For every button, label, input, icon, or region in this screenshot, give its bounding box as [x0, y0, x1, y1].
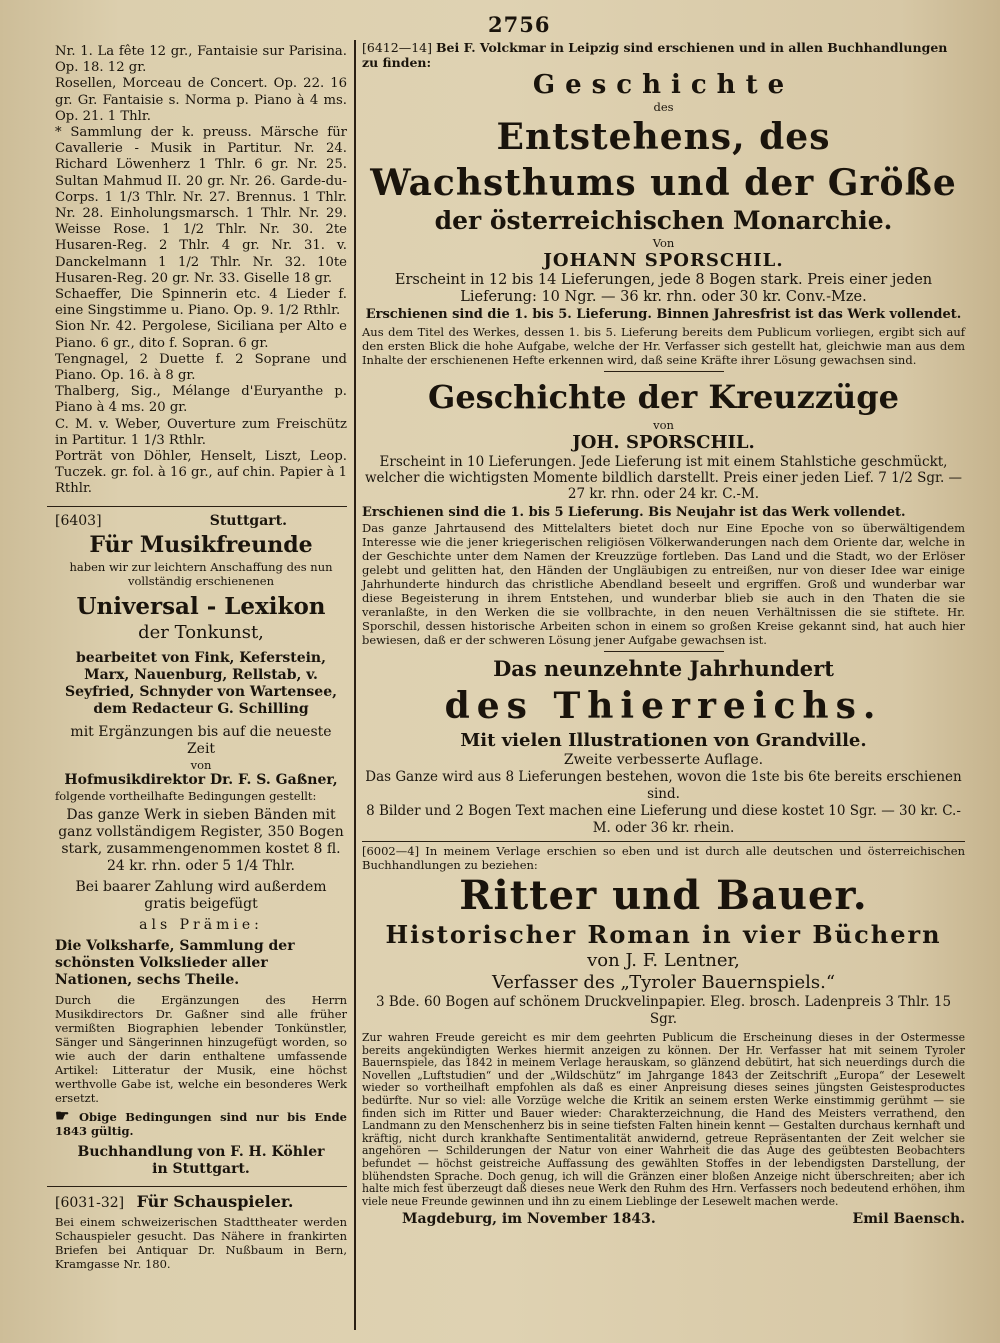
- illustrations: Mit vielen Illustrationen von Grandville.: [460, 730, 867, 751]
- book-title-1: Das neunzehnte Jahrhundert: [493, 656, 834, 681]
- volksharfe: Die Volksharfe, Sammlung der schönsten Volkslieder aller Nationen, sechs Theile.: [55, 937, 295, 988]
- ad-body: Zur wahren Freude gereicht es mir dem geehrten Publicum die Erscheinung dieses in der Ostermesse bereits angekündigten Werkes hiermit anzeigen zu können. Der Hr. Verfasser hat mit seinem Tyroler Bauernspiele, das 1842 in meinem Verlage herauskam, so glänzend debütirt, hat sich neuerdings durch die Novellen „Luftstudien“ und der „Wildschütz“ im Jahrgange 1843 der Zeitschrift „Europa“ der Lesewelt wieder so vortheilhaft empfohlen als daß es einer Anpreisung dieses seines jüngsten Geistesproductes bedürfte. Nur so viel: alle Vorzüge welche die Kritik an seinem ersten Werke einstimmig gerühmt — sie finden sich im Ritter und Bauer wieder: Charakterzeichnung, die Hand des Meisters verrathend, den Landmann zu den Menschenherz bis in seine tiefsten Falten hinein kennt — Gestalten durchaus kernhaft und kräftig, nicht durch krankhafte Sentimentalität anwidernd, getreue Repräsentanten der Zeit welcher sie angehören — Schilderungen der Natur von einer Wahrheit die das Auge des geübtesten Beobachters befundet — höchst geistreiche Auffassung des gewählten Stoffes in der lebendigsten Darstellung, der blühendsten Sprache. Doch genug, ich will die Gränzen einer bloßen Anzeige nicht überschreiten; aber ich halte mich fest überzeugt daß dieses neue Werk den Ruhm des Hrn. Verfassers noch bedeutend erhöhen, ihm viele neue Freunde gewinnen und ihn zu einem Lieblinge der Lesewelt machen werde.: [362, 1031, 965, 1208]
- book-title-3: der österreichischen Monarchie.: [434, 206, 893, 235]
- author: JOH. SPORSCHIL.: [572, 432, 755, 453]
- book-title-1: Geschichte: [532, 70, 795, 100]
- ad-header: [55, 513, 347, 530]
- right-column: [362, 40, 965, 1228]
- status: Erschienen sind die 1. bis 5 Lieferung. Bis Neujahr ist das Werk vollendet.: [362, 505, 906, 520]
- divider: [604, 651, 724, 652]
- price: 3 Bde. 60 Bogen auf schönem Druckvelinpapier. Eleg. brosch. Ladenpreis 3 Thlr. 15 Sgr.: [375, 994, 952, 1027]
- ad-header: [55, 1193, 347, 1212]
- ad-body: Das ganze Jahrtausend des Mittelalters bietet doch nur Eine Epoche von so überwältigendem Interesse wie die jener kriegerischen religiösen Völkerwanderungen nach dem Oriente dar, welche in der Geschichte unter dem Namen der Kreuzzüge fortleben. Das Land und die Stadt, wo der Erlöser gelebt und gelitten hat, den Händen der Ungläubigen zu entreißen, nur von dieser Idee war einige Jahrhunderte hindurch das christliche Abendland beseelt und ergriffen. Groß und wunderbar war diese Begeisterung in ihrem Entstehen, und wunderbar blieb sie auch in den Thaten die sie veranlaßte, in den Werken die sie vollbrachte, in den neuen Verhältnissen die sie stiftete. Hr. Sporschil, dessen historische Arbeiten schon in einem so großen Kreise gekannt sind, hat auch hier bewiesen, daß er der schweren Lösung jener Aufgabe gewachsen ist.: [362, 521, 965, 647]
- ad-lead-text: In meinem Verlage erschien so eben und ist durch alle deutschen und österreichischen Buchhandlungen zu beziehen:: [362, 844, 965, 872]
- ad-place: Stuttgart.: [209, 512, 287, 529]
- catalogue-entry: Nr. 1. La fête 12 gr., Fantaisie sur Parisina. Op. 18. 12 gr.: [55, 44, 347, 76]
- author: von J. F. Lentner,: [587, 950, 740, 971]
- status: Erschienen sind die 1. bis 5. Lieferung. Binnen Jahresfrist ist das Werk vollendet.: [365, 307, 962, 322]
- ad-note: Durch die Ergänzungen des Herrn Musikdirectors Dr. Gaßner sind alle früher vermißten Biographien lebender Tonkünstler, Sänger und Sängerinnen hinzugefügt worden, so wie auch der darin enthaltene umfassende Artikel: Litteratur der Musik, eine höchst werthvolle Gabe ist, welche ein besonderes Werk ersetzt.: [55, 992, 347, 1105]
- von-label: Von: [652, 236, 675, 250]
- author: JOHANN SPORSCHIL.: [543, 250, 784, 271]
- signature: Emil Baensch.: [852, 1211, 965, 1228]
- ad-body: Bei einem schweizerischen Stadttheater werden Schauspieler gesucht. Das Nähere in frankirten Briefen bei Antiquar Dr. Nußbaum in Bern, Kramgasse Nr. 180.: [55, 1214, 347, 1271]
- terms: Erscheint in 12 bis 14 Lieferungen, jede 8 Bogen stark. Preis einer jeden Lieferung: 10 Ngr. — 36 kr. rhn. oder 30 kr. Conv.-Mze.: [394, 272, 933, 305]
- des-label: des: [653, 100, 674, 114]
- subtitle: Historischer Roman in vier Büchern: [385, 920, 942, 949]
- catalogue-entry: Tengnagel, 2 Duette f. 2 Soprane und Piano. Op. 16. à 8 gr.: [55, 351, 347, 384]
- ad-lead: [362, 844, 965, 872]
- book-title: Ritter und Bauer.: [459, 872, 868, 919]
- book-title: Geschichte der Kreuzzüge: [427, 378, 899, 416]
- place-date: Magdeburg, im November 1843.: [402, 1211, 656, 1228]
- catalogue-entry: * Sammlung der k. preuss. Märsche für Cavallerie - Musik in Partitur. Nr. 24. Richard Löwenherz 1 Thlr. 6 gr. Nr. 25. Sultan Mahmud II. 20 gr. Nr. 26. Garde-du-Corps. 1 1/3 Thlr. Nr. 27. Brennus. 1 Thlr. Nr. 28. Einholungsmarsch. 1 Thlr. Nr. 29. Weisse Rose. 1 1/2 Thlr. Nr. 30. 2te Husaren-Reg. 2 Thlr. 4 gr. Nr. 31. v. Danckelmann 1 1/2 Thlr. Nr. 32. 10te Husaren-Reg. 20 gr. Nr. 33. Giselle 18 gr.: [55, 125, 347, 286]
- work-title: Universal - Lexikon: [76, 592, 326, 620]
- divider: [47, 1186, 347, 1187]
- catalogue-entry: C. M. v. Weber, Ouverture zum Freischütz in Partitur. 1 1/3 Rthlr.: [55, 416, 347, 448]
- divider: [47, 506, 347, 507]
- director: Hofmusikdirektor Dr. F. S. Gaßner,: [64, 771, 338, 788]
- validity-text: Obige Bedingungen sind nur bis Ende 1843 gültig.: [55, 1109, 347, 1138]
- catalogue-entry: Schaeffer, Die Spinnerin etc. 4 Lieder f. eine Singstimme u. Piano. Op. 9. 1/2 Rthlr.: [55, 287, 347, 319]
- terms: Erscheint in 10 Lieferungen. Jede Lieferung ist mit einem Stahlstiche geschmückt, welcher die wichtigsten Momente bildlich darstellt. Preis einer jeden Lief. 7 1/2 Sgr. — 27 kr. rhn. oder 24 kr. C.-M.: [364, 454, 963, 502]
- validity: [55, 1105, 347, 1138]
- catalogue-entry: Sion Nr. 42. Pergolese, Siciliana per Alto e Piano. 6 gr., dito f. Sopran. 6 gr.: [55, 319, 347, 351]
- left-column: [55, 44, 347, 1271]
- ad-number: [6031-32]: [55, 1194, 125, 1211]
- author-note: Verfasser des „Tyroler Bauernspiels.“: [491, 972, 836, 993]
- work-subtitle: der Tonkunst,: [138, 621, 264, 643]
- catalogue-entry: Porträt von Döhler, Henselt, Liszt, Leop. Tuczek. gr. fol. à 16 gr., auf chin. Papier à 1 Rthlr.: [55, 449, 347, 497]
- conditions: folgende vortheilhafte Bedingungen gestellt:: [55, 788, 317, 803]
- catalogue-entry: Rosellen, Morceau de Concert. Op. 22. 16 gr. Gr. Fantaisie s. Norma p. Piano à 4 ms. Op. 21. 1 Thlr.: [55, 76, 347, 124]
- ad-title: Für Musikfreunde: [89, 531, 313, 558]
- ad-lead: [362, 40, 965, 70]
- von-label: von: [653, 418, 674, 432]
- ad-lead-text: Bei F. Volckmar in Leipzig sind erschienen und in allen Buchhandlungen zu finden:: [362, 40, 948, 70]
- signature-row: [362, 1211, 965, 1228]
- divider: [604, 371, 724, 372]
- publisher-place: in Stuttgart.: [152, 1160, 250, 1177]
- von-label: von: [190, 757, 212, 772]
- ad-number: [6403]: [55, 512, 102, 529]
- column-divider: [354, 40, 356, 1330]
- ad-number: [6002—4]: [362, 844, 420, 858]
- offer: Das ganze Werk in sieben Bänden mit ganz vollständigem Register, 350 Bogen stark, zusammengenommen kostet 8 fl. 24 kr. rhn. oder 5 1/4 Thlr.: [58, 806, 344, 874]
- page-number: 2756: [488, 12, 551, 37]
- ad-number: [6412—14]: [362, 40, 432, 55]
- ad-body: Aus dem Titel des Werkes, dessen 1. bis 5. Lieferung bereits dem Publicum vorliegen, ergibt sich auf den ersten Blick die hohe Aufgabe, welche der Hr. Verfasser sich gestellt hat, gleichwie man aus dem Inhalte der erschienenen Hefte erkennen wird, daß seine Kräfte ihrer Lösung gewachsen sind.: [362, 325, 965, 367]
- edition: Zweite verbesserte Auflage.: [563, 752, 764, 768]
- catalogue-entry: Thalberg, Sig., Mélange d'Euryanthe p. Piano à 4 ms. 20 gr.: [55, 384, 347, 416]
- cash-note: Bei baarer Zahlung wird außerdem gratis beigefügt: [75, 878, 327, 912]
- book-title-2: des Thierreichs.: [444, 685, 883, 727]
- ad-body: 8 Bilder und 2 Bogen Text machen eine Lieferung und diese kostet 10 Sgr. — 30 kr. C.-M. oder 36 kr. rhein.: [366, 803, 961, 836]
- divider: [362, 841, 965, 842]
- ad-title: Für Schauspieler.: [136, 1191, 294, 1211]
- ad-intro: haben wir zur leichtern Anschaffung des nun vollständig erschienenen: [69, 559, 333, 588]
- supplement: mit Ergänzungen bis auf die neueste Zeit: [70, 723, 332, 757]
- praemie: als Prämie:: [139, 916, 263, 933]
- editors: bearbeitet von Fink, Keferstein, Marx, Nauenburg, Rellstab, v. Seyfried, Schnyder von Wartensee, dem Redacteur G. Schilling: [65, 649, 337, 717]
- ad-body: Das Ganze wird aus 8 Lieferungen bestehen, wovon die 1ste bis 6te bereits erschienen sind.: [365, 769, 962, 802]
- book-title-2: Entstehens, des Wachsthums und der Größe: [370, 116, 957, 204]
- pointing-hand-icon: ☛: [55, 1105, 70, 1125]
- publisher: Buchhandlung von F. H. Köhler: [77, 1143, 325, 1160]
